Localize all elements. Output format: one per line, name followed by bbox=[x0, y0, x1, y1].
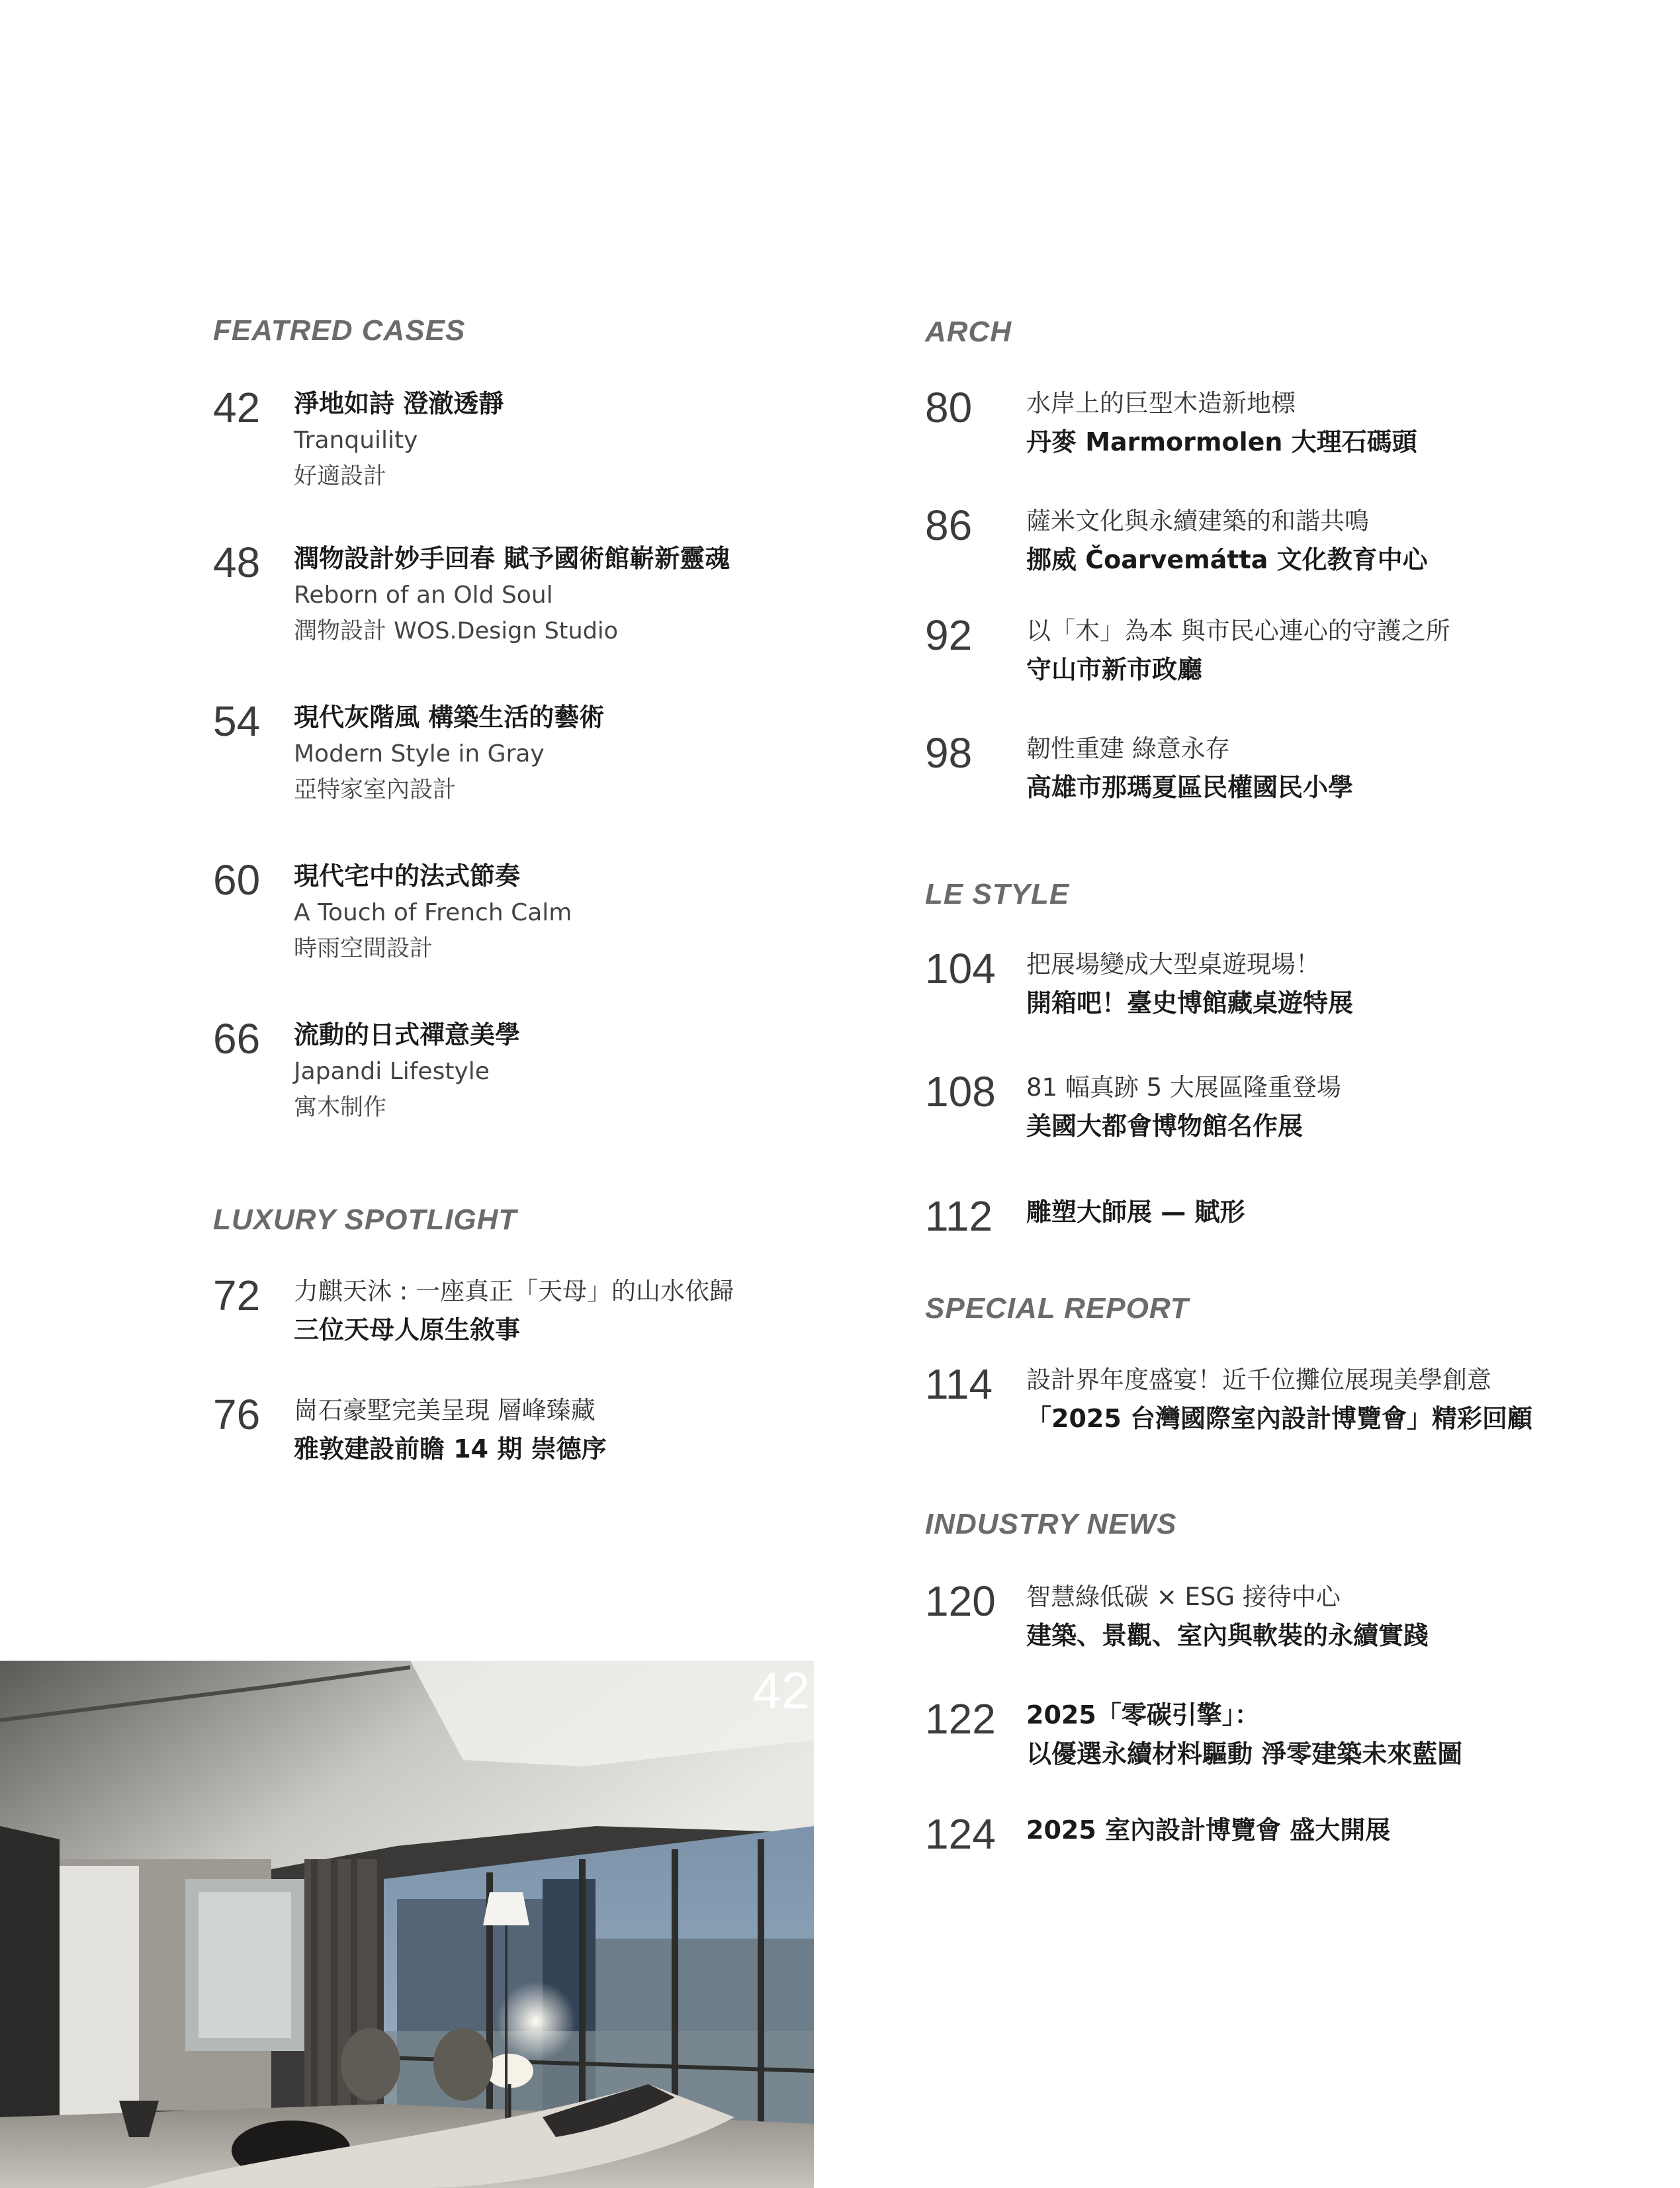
page-number: 66 bbox=[213, 1015, 261, 1063]
entry-title: 潤物設計妙手回春 賦予國術館嶄新靈魂 bbox=[294, 544, 730, 573]
entry-studio: 好適設計 bbox=[294, 463, 387, 490]
entry-title: 現代宅中的法式節奏 bbox=[294, 861, 521, 891]
entry-title: 現代灰階風 構築生活的藝術 bbox=[294, 703, 605, 732]
entry-line2: 丹麥 Marmormolen 大理石碼頭 bbox=[1026, 427, 1417, 457]
entry-line2: 三位天母人原生敘事 bbox=[294, 1315, 521, 1345]
page-number: 98 bbox=[925, 729, 973, 777]
page-number: 76 bbox=[213, 1391, 261, 1438]
section-title-industry-news: INDUSTRY NEWS bbox=[925, 1508, 1177, 1540]
page-number: 120 bbox=[925, 1577, 996, 1625]
section-title-luxury-spotlight: LUXURY SPOTLIGHT bbox=[213, 1203, 517, 1236]
page-number: 122 bbox=[925, 1695, 996, 1743]
entry-subtitle: Tranquility bbox=[294, 427, 418, 455]
entry-line1: 雕塑大師展 — 賦形 bbox=[1026, 1198, 1245, 1227]
entry-studio: 亞特家室內設計 bbox=[294, 777, 457, 804]
page-number: 72 bbox=[213, 1272, 261, 1319]
entry-line2: 挪威 Čoarvemátta 文化教育中心 bbox=[1026, 545, 1428, 575]
entry-title: 流動的日式禪意美學 bbox=[294, 1020, 521, 1049]
entry-line1: 薩米文化與永續建築的和諧共鳴 bbox=[1026, 507, 1369, 535]
section-title-arch: ARCH bbox=[925, 316, 1012, 348]
page-number: 104 bbox=[925, 945, 996, 992]
photo-page-number: 42 bbox=[752, 1661, 810, 1720]
feature-photo bbox=[0, 1661, 814, 2188]
entry-line1: 崗石豪墅完美呈現 層峰臻藏 bbox=[294, 1396, 596, 1424]
entry-studio: 潤物設計 WOS.Design Studio bbox=[294, 618, 619, 645]
page-number: 124 bbox=[925, 1810, 996, 1858]
entry-subtitle: Modern Style in Gray bbox=[294, 740, 545, 768]
entry-subtitle: Reborn of an Old Soul bbox=[294, 582, 553, 609]
entry-line2: 建築、景觀、室內與軟裝的永續實踐 bbox=[1026, 1621, 1429, 1651]
page-number: 92 bbox=[925, 611, 973, 659]
entry-line2: 開箱吧！臺史博館藏桌遊特展 bbox=[1026, 988, 1354, 1018]
entry-studio: 時雨空間設計 bbox=[294, 936, 433, 963]
entry-line2: 以優選永續材料驅動 淨零建築未來藍圖 bbox=[1026, 1739, 1463, 1769]
entry-line1: 智慧綠低碳 × ESG 接待中心 bbox=[1026, 1583, 1341, 1611]
entry-subtitle: A Touch of French Calm bbox=[294, 899, 572, 927]
entry-line2: 守山市新市政廳 bbox=[1026, 655, 1203, 685]
entry-studio: 寓木制作 bbox=[294, 1094, 387, 1121]
page-number: 112 bbox=[925, 1192, 993, 1240]
entry-line2: 美國大都會博物館名作展 bbox=[1026, 1112, 1304, 1141]
entry-line1: 水岸上的巨型木造新地標 bbox=[1026, 389, 1296, 417]
entry-line1: 設計界年度盛宴！近千位攤位展現美學創意 bbox=[1026, 1366, 1491, 1394]
entry-line1: 81 幅真跡 5 大展區隆重登場 bbox=[1026, 1073, 1341, 1102]
entry-line2: 雅敦建設前瞻 14 期 崇德序 bbox=[294, 1434, 607, 1464]
entry-line1: 韌性重建 綠意永存 bbox=[1026, 734, 1230, 763]
page-number: 80 bbox=[925, 384, 973, 431]
page-number: 108 bbox=[925, 1068, 996, 1116]
entry-line2: 高雄市那瑪夏區民權國民小學 bbox=[1026, 773, 1354, 803]
entry-line2: 「2025 台灣國際室內設計博覽會」精彩回顧 bbox=[1026, 1404, 1532, 1434]
page-number: 60 bbox=[213, 856, 261, 904]
entry-line1: 把展場變成大型桌遊現場！ bbox=[1026, 950, 1320, 979]
section-title-le-style: LE STYLE bbox=[925, 878, 1070, 910]
entry-line1: 力麒天沐 : 一座真正「天母」的山水依歸 bbox=[294, 1277, 734, 1305]
page-number: 86 bbox=[925, 502, 973, 549]
page-number: 114 bbox=[925, 1360, 993, 1408]
page-number: 54 bbox=[213, 697, 261, 745]
page-number: 48 bbox=[213, 539, 261, 586]
section-title-featured-cases: FEATRED CASES bbox=[213, 314, 466, 347]
section-title-special-report: SPECIAL REPORT bbox=[925, 1292, 1189, 1325]
page-number: 42 bbox=[213, 384, 261, 431]
entry-title: 淨地如詩 澄澈透靜 bbox=[294, 389, 504, 418]
entry-subtitle: Japandi Lifestyle bbox=[294, 1058, 490, 1086]
living-room-illustration bbox=[0, 1661, 814, 2188]
entry-line1: 以「木」為本 與市民心連心的守護之所 bbox=[1026, 617, 1450, 645]
entry-line1: 2025「零碳引擎」： bbox=[1026, 1700, 1260, 1729]
entry-line1: 2025 室內設計博覽會 盛大開展 bbox=[1026, 1816, 1391, 1845]
